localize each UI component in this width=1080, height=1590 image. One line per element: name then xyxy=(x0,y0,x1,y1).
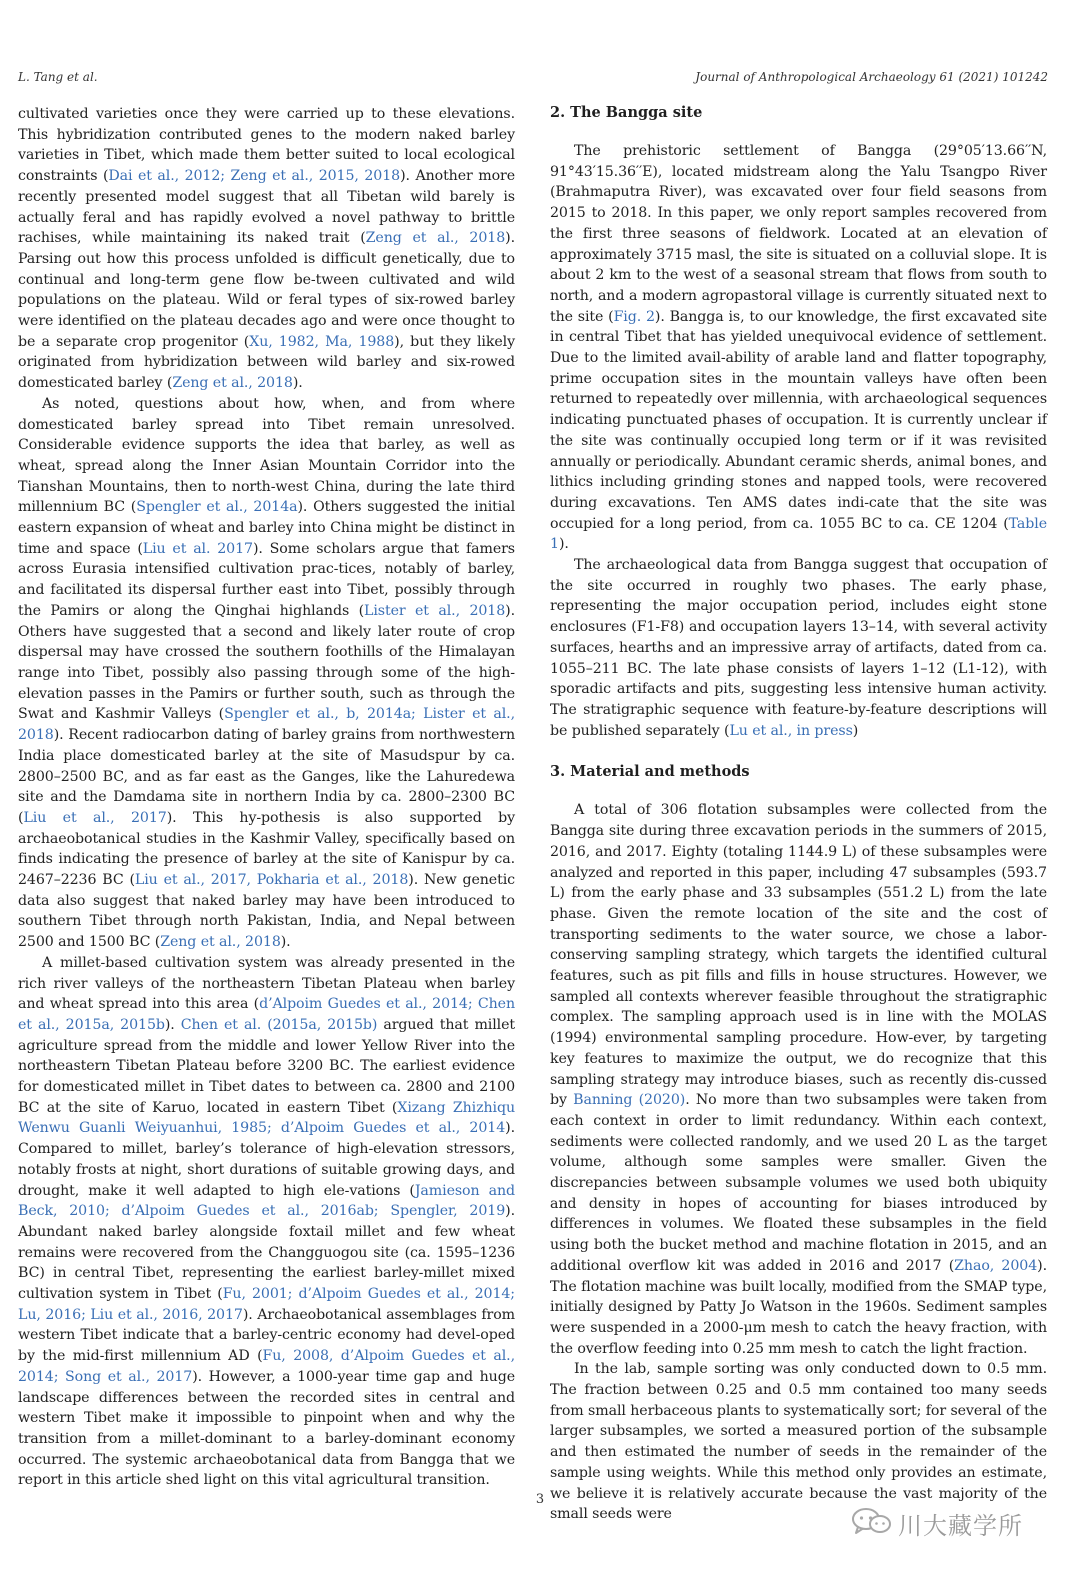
citation-link[interactable]: Lu et al., in press xyxy=(729,722,853,739)
paragraph: cultivated varieties once they were carried up to these elevations. This hybridization contributed genes to the modern naked barley varieties in Tibet, which made them better suited to local ecological constraints (Dai et al., 2012; Zeng et al., 2015, 2018). Another more recently presented model suggest that all Tibetan wild barely is actually feral and has rapidly evolved a novel pathway to brittle rachises, while maintaining its naked trait (Zeng et al., 2018). Parsing out how this process unfolded is difficult genetically, due to continual and long-term gene flow be-tween cultivated and wild populations on the plateau. Wild or feral types of six-rowed barley were identified on the plateau decades ago and were once thought to be a separate crop progenitor (Xu, 1982, Ma, 1988), but they likely originated from hybridization between wild barley and six-rowed domesticated barley (Zeng et al., 2018). xyxy=(18,106,515,392)
section-heading: 3. Material and methods xyxy=(550,763,750,781)
citation-link[interactable]: Lister et al., 2018 xyxy=(364,602,506,619)
citation-link[interactable]: Dai et al., 2012; Zeng et al., 2015, 2018 xyxy=(108,168,401,185)
right-column xyxy=(550,104,1047,1525)
page-number: 3 xyxy=(535,1492,545,1507)
running-head-journal: Journal of Anthropological Archaeology 61 (2021) 101242 xyxy=(695,70,1048,84)
citation-link[interactable]: Spengler et al., b, 2014a; Lister et al., 2018 xyxy=(18,706,516,744)
citation-link[interactable]: Fig. 2 xyxy=(613,308,655,325)
citation-link[interactable]: Zeng et al., 2018 xyxy=(172,375,293,392)
paragraph: A total of 306 flotation subsamples were collected from the Bangga site during three excavation periods in the summers of 2015, 2016, and 2017. Eighty (totaling 1144.9 L) of these subsamples were analyzed and reported in this paper, including 47 subsamples (593.7 L) from the early phase and 33 subsamples (551.2 L) from the late phase. Given the remote location of the site and the cost of transporting sediments to the water source, we chose a labor-conserving sampling strategy, which targets the identified cultural features, such as pit fills and fills in house structures. However, we sampled all contexts wherever feasible throughout the stratigraphic complex. The sampling approach used is in line with the MOLAS (1994) environmental sampling procedure. How-ever, by targeting key features to maximize the output, we do recognize that this sampling strategy may introduce biases, such as recently dis-cussed by Banning (2020). No more than two subsamples were taken from each context in order to limit redundancy. Within each context, sediments were collected randomly, and we used 20 L as the target volume, although some samples were smaller. Given the discrepancies between subsample volumes we used both ubiquity and density in hopes of accounting for biases introduced by differences in volumes. We floated these subsamples in the field using both the bucket method and machine flotation in 2015, and an additional overflow kit was added in 2016 and 2017 (Zhao, 2004). The flotation machine was built locally, modified from the SMAP type, initially designed by Patty Jo Watson in the 1960s. Sediment samples were suspended in a 2000-μm mesh to catch the heavy fraction, with the overflow feeding into 0.25 mm mesh to catch the light fraction. xyxy=(550,802,1047,1357)
citation-link[interactable]: Banning (2020) xyxy=(573,1092,686,1109)
section-heading: 2. The Bangga site xyxy=(550,104,703,121)
citation-link[interactable]: Xu, 1982, Ma, 1988 xyxy=(249,333,395,350)
citation-link[interactable]: Xizang Zhizhiqu Wenwu Guanli Weiyuanhui, 1985; d’Alpoim Guedes et al., 2014 xyxy=(18,1099,515,1137)
citation-link[interactable]: Jamieson and Beck, 2010; d’Alpoim Guedes et al., 2016ab; Spengler, 2019 xyxy=(18,1182,515,1220)
paragraph: In the lab, sample sorting was only conducted down to 0.5 mm. The fraction between 0.25 and 0.5 mm contained too many seeds from small herbaceous plants to systematically sort; for several of the larger subsamples, we sorted a measured portion of the subsample and then estimated the number of seeds in the remainder of the sample using weights. While this method only provides an estimate, we believe it is relatively accurate because the vast majority of the small seeds were xyxy=(550,1361,1047,1523)
citation-link[interactable]: Zeng et al., 2018 xyxy=(365,230,506,247)
running-head-author: L. Tang et al. xyxy=(18,70,98,84)
watermark xyxy=(850,1504,1050,1540)
paragraph: The archaeological data from Bangga suggest that occupation of the site occurred in roughly two phases. The early phase, representing the major occupation period, includes eight stone enclosures (F1-F8) and occupation layers 13–14, with several activity surfaces, hearths and an impressive array of artifacts, dated from ca. 1055–211 BC. The late phase consists of layers 1–12 (L1-12), with sporadic artifacts and pits, suggesting less intensive human activity. The stratigraphic sequence with feature-by-feature descriptions will be published separately (Lu et al., in press) xyxy=(550,557,1047,739)
citation-link[interactable]: Fu, 2008, d’Alpoim Guedes et al., 2014; Song et al., 2017 xyxy=(18,1348,515,1385)
paragraph: The prehistoric settlement of Bangga (29°05′13.66′′N, 91°43′15.36′′E), located midstream along the Yalu Tsangpo River (Brahmaputra River), was excavated over four field seasons from 2015 to 2018. In this paper, we only report samples recovered from the first three seasons of fieldwork. Located at an elevation of approximately 3715 masl, the site is situated on a colluvial slope. It is about 2 km to the west of a seasonal stream that flows from south to north, and a modern agropastoral village is currently situated next to the site (Fig. 2). Bangga is, to our knowledge, the first excavated site in central Tibet that has yielded unequivocal evidence of settlement. Due to the limited avail-ability of arable land and flatter topography, prime occupation sites in the mountain valleys have often been returned to repeatedly over millennia, with archaeological sequences indicating punctuated phases of occupation. It is currently unclear if the site was continually occupied long term or if it was revisited annually or periodically. Abundant ceramic sherds, animal bones, and lithics including grinding stones and napped tools, were recovered during excavations. Ten AMS dates indi-cate that the site was occupied for a long period, from ca. 1055 BC to ca. CE 1204 (Table 1). xyxy=(550,143,1047,553)
citation-link[interactable]: Liu et al. 2017 xyxy=(142,540,253,557)
citation-link[interactable]: d’Alpoim Guedes et al., 2014; Chen et al., 2015a, 2015b xyxy=(18,996,515,1033)
paragraph: As noted, questions about how, when, and from where domesticated barley spread into Tibet remain unresolved. Considerable evidence supports the idea that barley, as well as wheat, spread along the Inner Asian Mountain Corridor into the Tianshan Mountains, then to north-west China, during the late third millennium BC (Spengler et al., 2014a). Others suggested the initial eastern expansion of wheat and barley into China might be distinct in time and space (Liu et al. 2017). Some scholars argue that famers across Eurasia intensified cultivation prac-tices, notably of barley, and facilitated its dispersal further east into Tibet, possibly through the Pamirs or along the Qinghai highlands (Lister et al., 2018). Others have suggested that a second and likely later route of crop dispersal may have crossed the southern foothills of the Himalayan range into Tibet, possibly also passing through some of the high-elevation passes in the Pamirs or further south, such as through the Swat and Kashmir Valleys (Spengler et al., b, 2014a; Lister et al., 2018). Recent radiocarbon dating of barley grains from northwestern India place domesticated barley at the site of Masudspur by ca. 2800–2500 BC, and as far east as the Ganges, like the Lahuredewa site and the Damdama site in northern India by ca. 2800–2300 BC (Liu et al., 2017). This hy-pothesis is also supported by archaeobotanical studies in the Kashmir Valley, specifically based on finds indicating the presence of barley at the site of Kanispur by ca. 2467–2236 BC (Liu et al., 2017, Pokharia et al., 2018). New genetic data also suggest that naked barley may have been introduced to southern Tibet through north Pakistan, India, and Nepal between 2500 and 1500 BC (Zeng et al., 2018). xyxy=(18,395,516,951)
citation-link[interactable]: Zhao, 2004 xyxy=(954,1257,1038,1274)
citation-link[interactable]: Zeng et al., 2018 xyxy=(160,934,281,951)
citation-link[interactable]: Liu et al., 2017 xyxy=(23,809,167,826)
left-column xyxy=(18,104,515,1491)
citation-link[interactable]: Spengler et al., 2014a xyxy=(136,499,298,516)
citation-link[interactable]: Fu, 2001; d’Alpoim Guedes et al., 2014; Lu, 2016; Liu et al., 2016, 2017 xyxy=(18,1286,515,1323)
citation-link[interactable]: Liu et al., 2017, Pokharia et al., 2018 xyxy=(134,872,409,889)
watermark-text: 川大藏学所 xyxy=(898,1512,1023,1540)
citation-link[interactable]: Table 1 xyxy=(550,515,1047,553)
wechat-icon xyxy=(850,1506,892,1536)
paragraph: A millet-based cultivation system was already presented in the rich river valleys of the northeastern Tibetan Plateau when barley and wheat spread into this area (d’Alpoim Guedes et al., 2014; Chen et al., 2015a, 2015b). Chen et al. (2015a, 2015b) argued that millet agriculture spread from the middle and lower Yellow River into the northeastern Tibetan Plateau before 3200 BC. The earliest evidence for domesticated millet in Tibet dates to between ca. 2800 and 2100 BC at the site of Karuo, located in eastern Tibet (Xizang Zhizhiqu Wenwu Guanli Weiyuanhui, 1985; d’Alpoim Guedes et al., 2014). Compared to millet, barley’s tolerance of high-elevation stressors, notably frosts at night, short durations of suitable growing days, and drought, make it well adapted to high ele-vations (Jamieson and Beck, 2010; d’Alpoim Guedes et al., 2016ab; Spengler, 2019). Abundant naked barley alongside foxtail millet and few wheat remains were recovered from the Changguogou site (ca. 1595–1236 BC) in central Tibet, representing the earliest barley-millet mixed cultivation system in Tibet (Fu, 2001; d’Alpoim Guedes et al., 2014; Lu, 2016; Liu et al., 2016, 2017). Archaeobotanical assemblages from western Tibet indicate that a barley-centric economy had devel-oped by the mid-first millennium AD (Fu, 2008, d’Alpoim Guedes et al., 2014; Song et al., 2017). However, a 1000-year time gap and huge landscape differences between the recorded sites in central and western Tibet make it impossible to pinpoint when and why the transition from a millet-dominant to a barley-dominant economy occurred. The systemic archaeobotanical data from Bangga that we report in this article shed light on this vital agricultural transition. xyxy=(18,954,516,1489)
citation-link[interactable]: Chen et al. (2015a, 2015b) xyxy=(180,1016,378,1033)
